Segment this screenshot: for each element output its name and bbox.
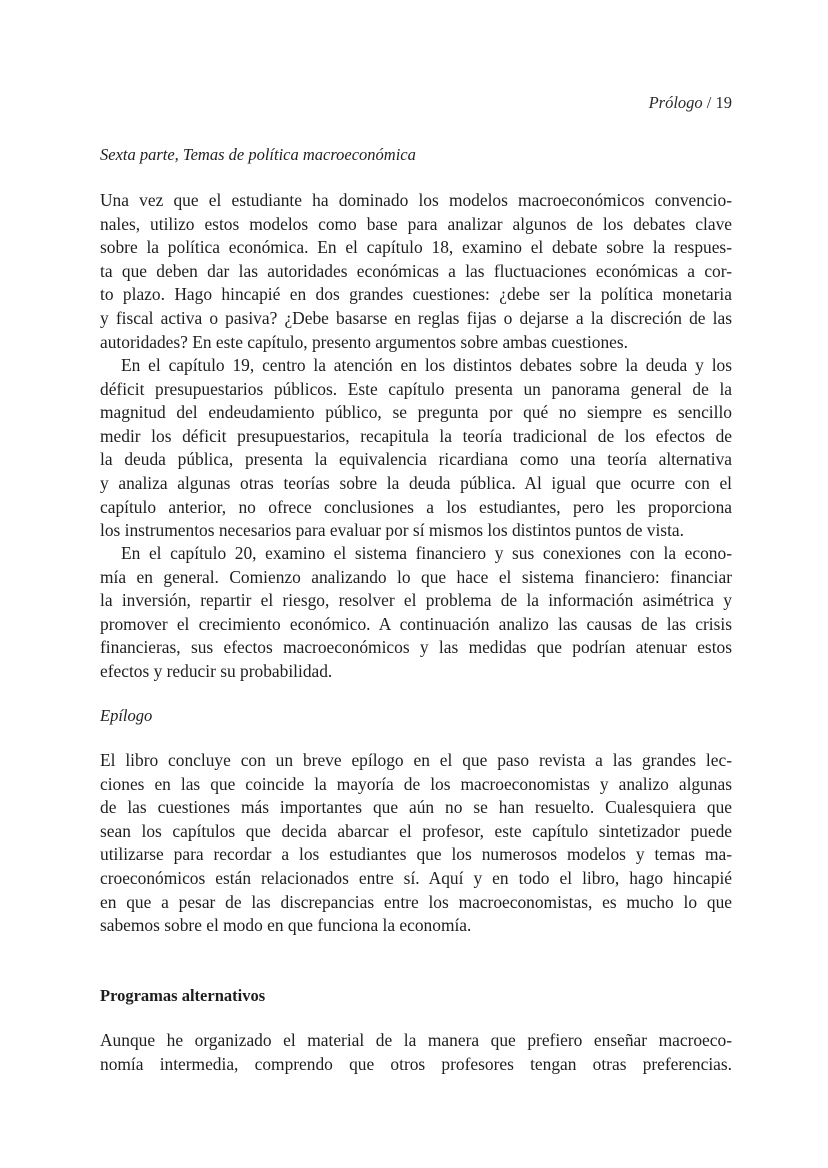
- text-line: efectos y reducir su probabilidad.: [100, 660, 333, 681]
- section-heading-programas-alternativos: Programas alternativos: [100, 986, 266, 1005]
- running-head-separator: /: [702, 93, 716, 112]
- text-line: croeconómicos están relacionados entre sí. Aquí y en todo el libro, hago hincapié: [100, 867, 732, 888]
- text-line: la deuda pública, presenta la equivalencia ricardiana como una teoría alternativa: [100, 449, 732, 470]
- text-line: nomía intermedia, comprendo que otros profesores tengan otras preferencias.: [100, 1053, 732, 1074]
- text-line: déficit presupuestarios públicos. Este capítulo presenta un panorama general de la: [100, 378, 732, 399]
- paragraph-sexta-parte-3: [100, 542, 732, 684]
- text-line: Una vez que el estudiante ha dominado los modelos macroeconómicos convencio-: [100, 190, 732, 210]
- text-line: sean los capítulos que decida abarcar el profesor, este capítulo sintetizador puede: [100, 820, 732, 841]
- paragraph-sexta-parte-2: [100, 354, 732, 543]
- text-line: nales, utilizo estos modelos como base para analizar algunos de los debates clave: [100, 213, 732, 234]
- text-line: sobre la política económica. En el capítulo 18, examino el debate sobre la respues-: [100, 237, 732, 258]
- text-line: promover el crecimiento económico. A continuación analizo las causas de las crisis: [100, 613, 732, 634]
- text-line: En el capítulo 19, centro la atención en los distintos debates sobre la deuda y los: [121, 355, 732, 375]
- text-line: mía en general. Comienzo analizando lo que hace el sistema financiero: financiar: [100, 566, 732, 587]
- text-line: la inversión, repartir el riesgo, resolver el problema de la información asimétrica y: [100, 590, 732, 611]
- text-line: ciones en las que coincide la mayoría de los macroeconomistas y analizo algunas: [100, 773, 732, 794]
- paragraph-sexta-parte-1: [100, 189, 732, 354]
- text-line: Aunque he organizado el material de la manera que prefiero enseñar macroeco-: [100, 1030, 732, 1050]
- text-line: utilizarse para recordar a los estudiantes que los numerosos modelos y temas ma-: [100, 844, 732, 865]
- text-line: financieras, sus efectos macroeconómicos y las medidas que podrían atenuar estos: [100, 637, 732, 658]
- text-line: to plazo. Hago hincapié en dos grandes cuestiones: ¿debe ser la política monetaria: [100, 284, 732, 305]
- paragraph-programas-alternativos: [100, 1029, 732, 1076]
- paragraph-epilogo: [100, 749, 732, 938]
- section-heading-epilogo: Epílogo: [100, 706, 153, 725]
- section-heading-sexta-parte: Sexta parte, Temas de política macroeconómica: [100, 145, 416, 164]
- text-line: ta que deben dar las autoridades económicas a las fluctuaciones económicas a cor-: [100, 260, 732, 281]
- text-line: y fiscal activa o pasiva? ¿Debe basarse en reglas fijas o dejarse a la discreción de las: [100, 307, 732, 328]
- text-line: autoridades? En este capítulo, presento argumentos sobre ambas cuestiones.: [100, 331, 629, 352]
- text-line: de las cuestiones más importantes que aún no se han resuelto. Cualesquiera que: [100, 797, 732, 818]
- running-head-title: Prólogo: [648, 93, 703, 112]
- text-line: El libro concluye con un breve epílogo en el que paso revista a las grandes lec-: [100, 750, 732, 770]
- text-line: capítulo anterior, no ofrece conclusiones a los estudiantes, pero les proporciona: [100, 496, 732, 517]
- text-line: en que a pesar de las discrepancias entre los macroeconomistas, es mucho lo que: [100, 891, 732, 912]
- text-line: los instrumentos necesarios para evaluar por sí mismos los distintos puntos de vista.: [100, 520, 684, 541]
- text-line: y analiza algunas otras teorías sobre la deuda pública. Al igual que ocurre con el: [100, 472, 732, 493]
- running-head: [649, 92, 732, 114]
- text-line: medir los déficit presupuestarios, recapitula la teoría tradicional de los efectos de: [100, 425, 732, 446]
- text-line: magnitud del endeudamiento público, se pregunta por qué no siempre es sencillo: [100, 402, 732, 423]
- text-line: sabemos sobre el modo en que funciona la economía.: [100, 915, 472, 936]
- text-line: En el capítulo 20, examino el sistema financiero y sus conexiones con la econo-: [121, 543, 732, 563]
- page-number: 19: [715, 93, 732, 112]
